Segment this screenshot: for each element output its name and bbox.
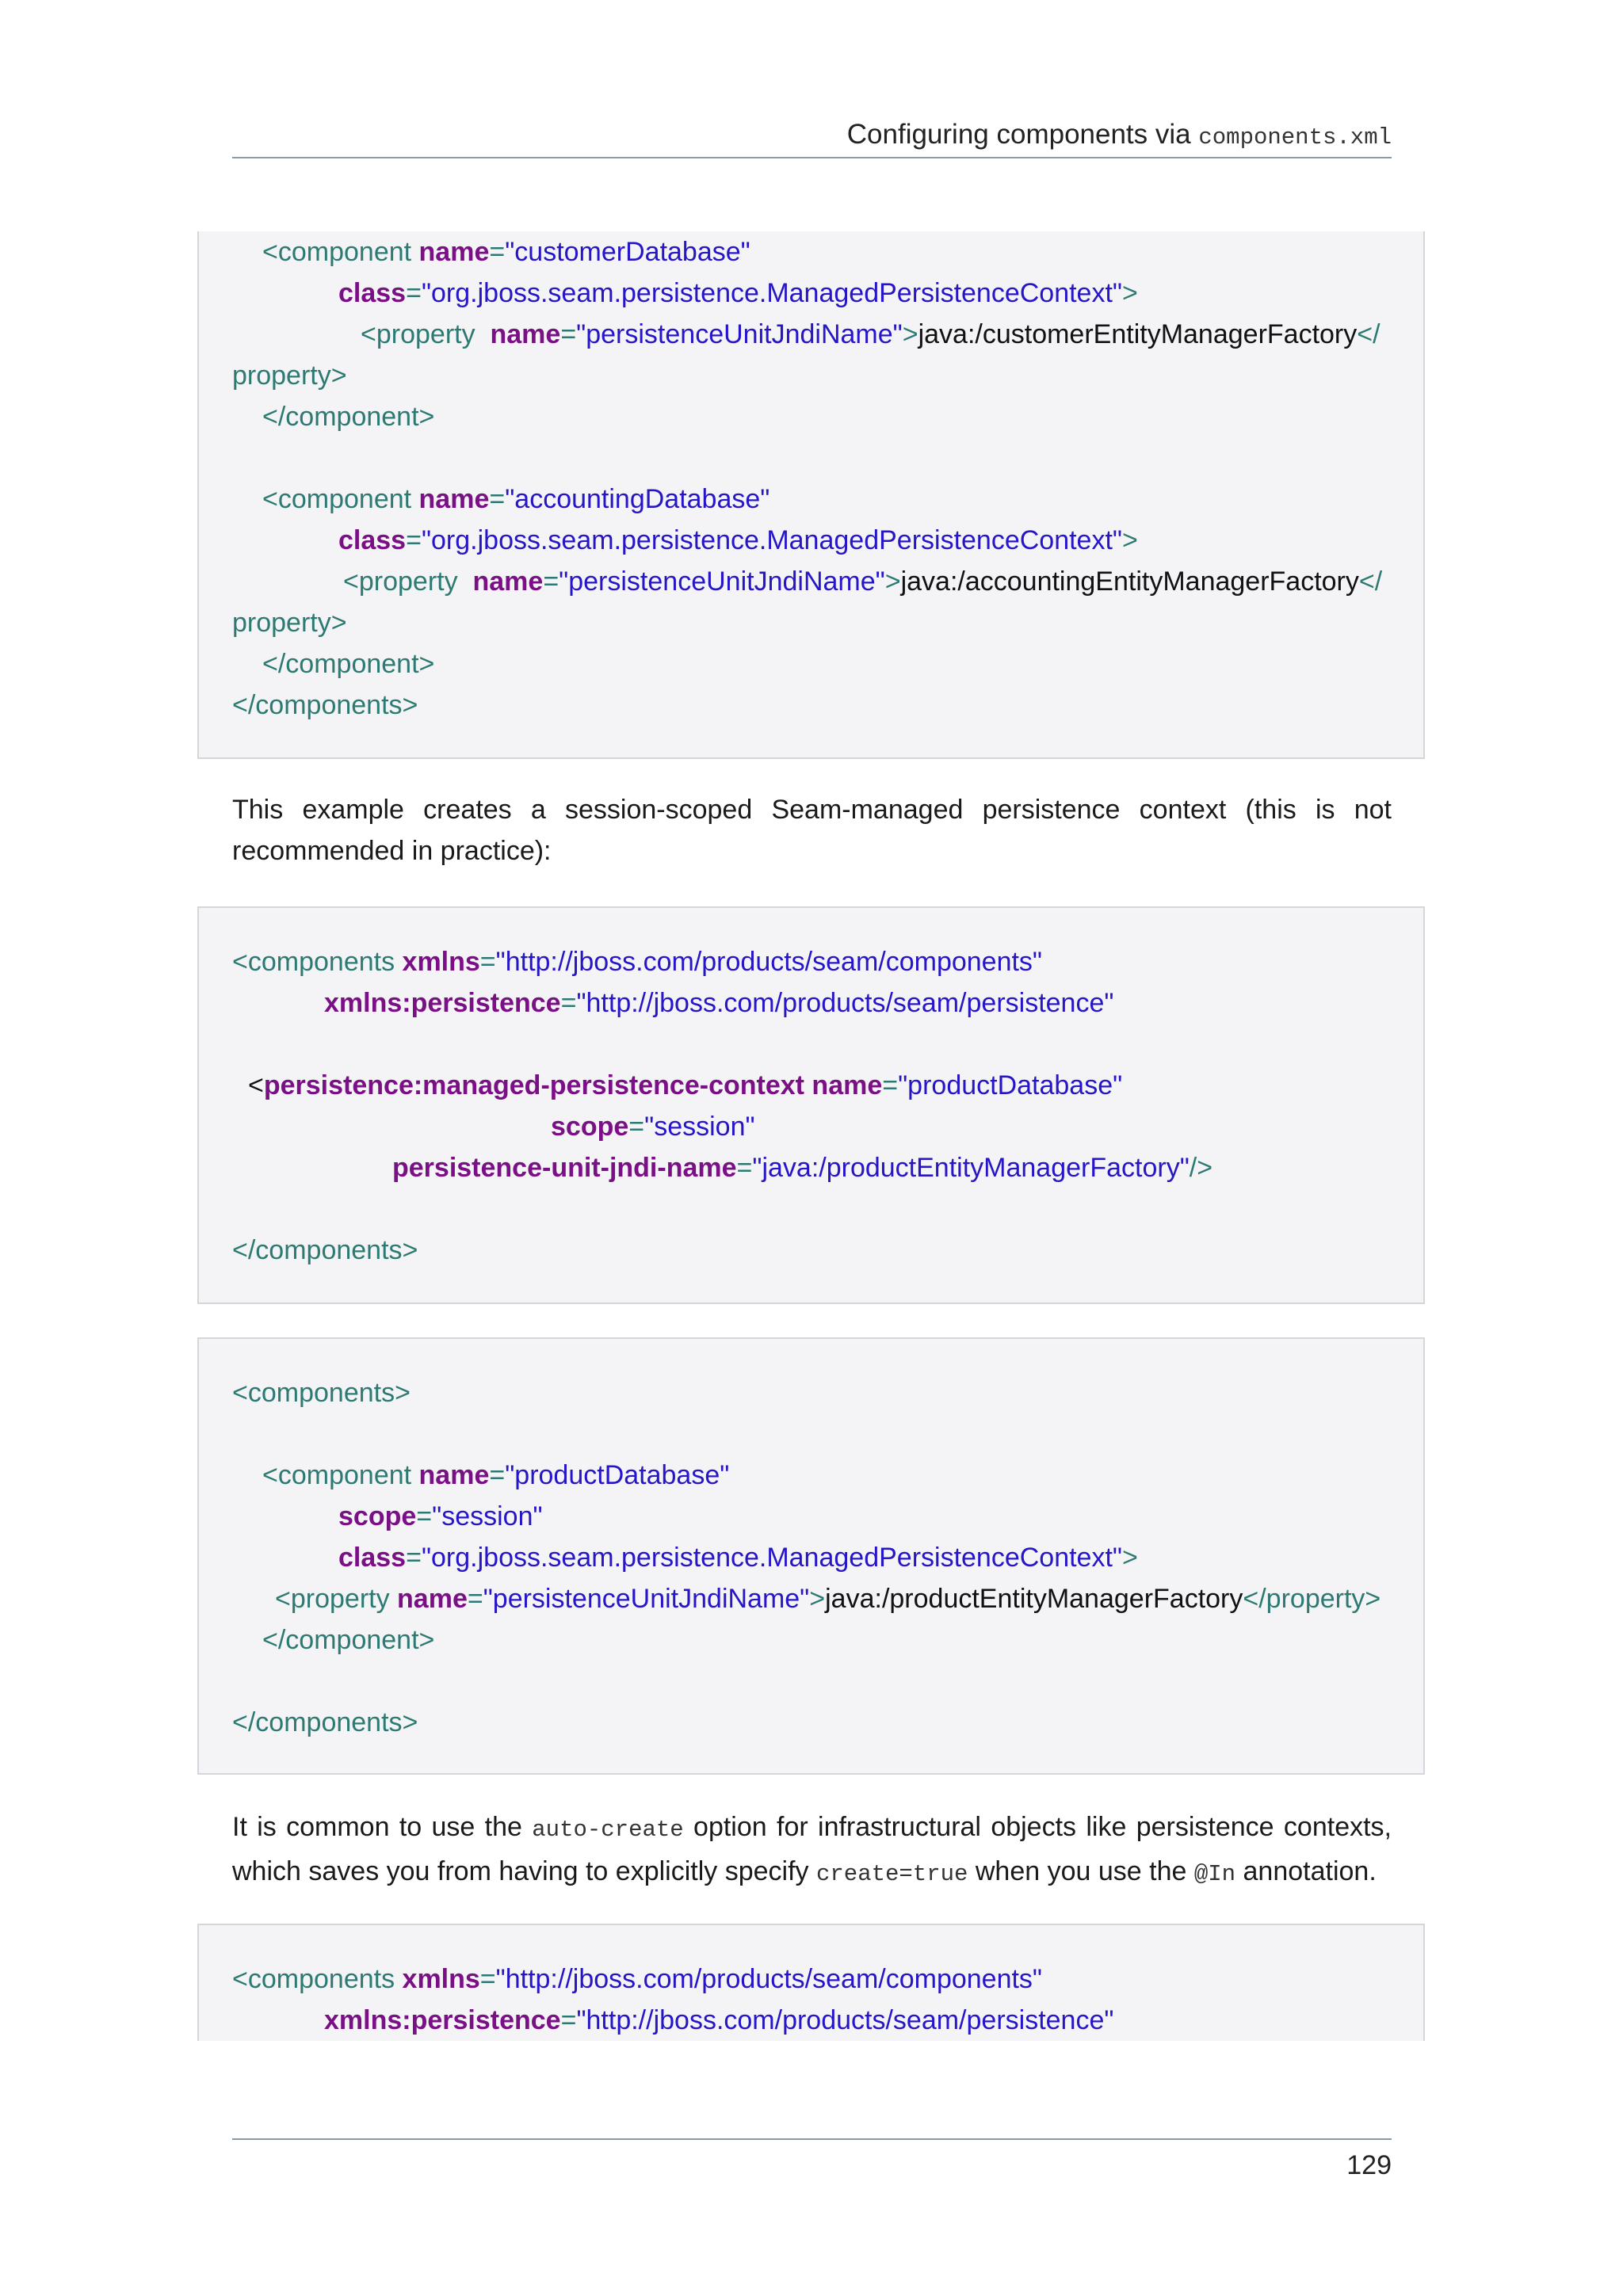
running-header xyxy=(232,116,1392,158)
code-line: xmlns:persistence="http://jboss.com/products/seam/persistence" xyxy=(324,988,1114,1018)
code-line: property> xyxy=(232,608,347,638)
code-line: </components> xyxy=(232,690,418,720)
code-line: </component> xyxy=(262,1625,435,1655)
code-line: </component> xyxy=(262,402,435,432)
code-block-4 xyxy=(197,1924,1425,2041)
code-line: <property name="persistenceUnitJndiName">java:/customerEntityManagerFactory</ xyxy=(361,319,1381,349)
body-paragraph: This example creates a session-scoped Seam-managed persistence context (this is not recommended in practice): xyxy=(232,795,1392,866)
code-line: <component name="accountingDatabase" xyxy=(262,484,770,514)
code-line: <components xmlns="http://jboss.com/products/seam/components" xyxy=(232,1964,1043,1994)
code-line: <components> xyxy=(232,1378,411,1408)
code-line: scope="session" xyxy=(551,1112,755,1142)
code-line: class="org.jboss.seam.persistence.ManagedPersistenceContext"> xyxy=(338,1543,1138,1573)
code-line: class="org.jboss.seam.persistence.ManagedPersistenceContext"> xyxy=(338,525,1138,555)
code-line: </components> xyxy=(232,1235,418,1265)
code-line: <component name="productDatabase" xyxy=(262,1460,730,1490)
code-line: <persistence:managed-persistence-context name="productDatabase" xyxy=(248,1070,1123,1100)
code-line: property> xyxy=(232,360,347,391)
code-line: xmlns:persistence="http://jboss.com/products/seam/persistence" xyxy=(324,2005,1114,2035)
code-line: scope="session" xyxy=(338,1501,543,1531)
code-block-2 xyxy=(197,906,1425,1304)
page-number: 129 xyxy=(1346,2150,1392,2180)
code-line: <components xmlns="http://jboss.com/products/seam/components" xyxy=(232,947,1043,977)
code-line: persistence-unit-jndi-name="java:/productEntityManagerFactory"/> xyxy=(392,1153,1213,1183)
page-footer xyxy=(232,2138,1392,2180)
code-line: <component name="customerDatabase" xyxy=(262,237,750,267)
code-block-3 xyxy=(197,1337,1425,1775)
code-line: <property name="persistenceUnitJndiName">java:/accountingEntityManagerFactory</ xyxy=(343,566,1383,597)
code-line: </component> xyxy=(262,649,435,679)
code-line: class="org.jboss.seam.persistence.ManagedPersistenceContext"> xyxy=(338,278,1138,308)
header-title: Configuring components via components.xml xyxy=(846,119,1392,151)
body-paragraph: It is common to use the auto-create option for infrastructural objects like persistence contexts, which saves you from having to explicitly specify create=true when you use the @In annotation. xyxy=(232,1812,1392,1887)
code-block-1 xyxy=(197,231,1425,759)
code-line: </components> xyxy=(232,1707,418,1737)
code-line: <property name="persistenceUnitJndiName">java:/productEntityManagerFactory</property> xyxy=(275,1584,1381,1614)
